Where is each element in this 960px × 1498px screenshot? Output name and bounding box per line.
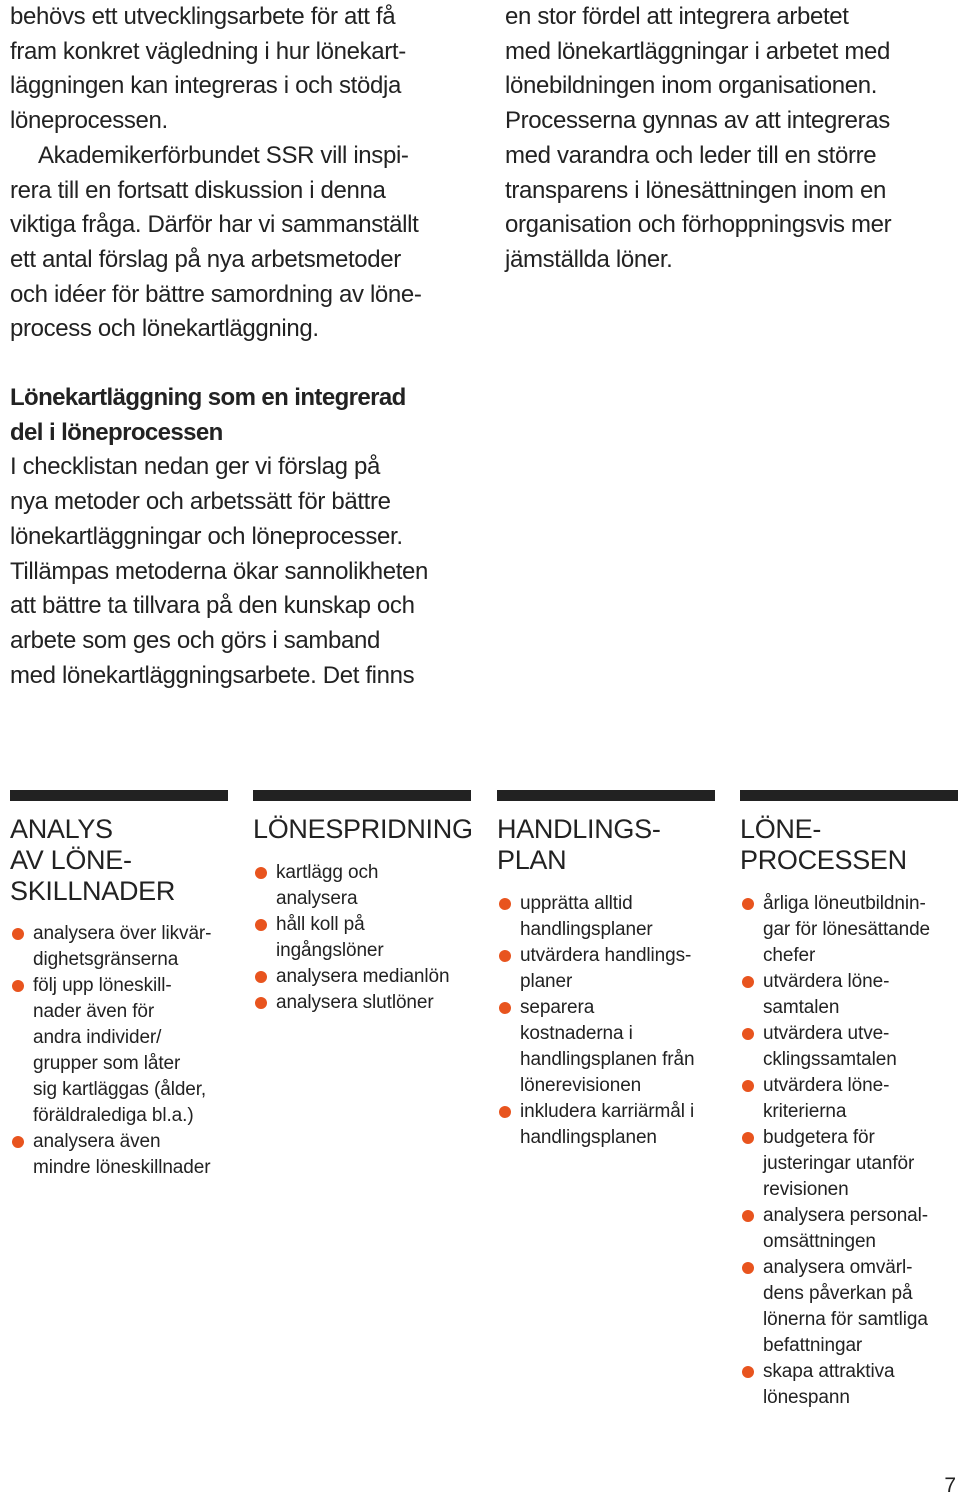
text-line: organisation och förhoppningsvis mer (505, 211, 892, 239)
bullet-dot-icon (255, 997, 267, 1009)
section-heading: del i löneprocessen (10, 418, 223, 446)
bullet-dot-icon (499, 1106, 511, 1118)
bullet-dot-icon (742, 1028, 754, 1040)
list-item: utvärdera löne- samtalen (740, 969, 960, 1021)
list-item: analysera slutlöner (253, 990, 478, 1016)
list-item: budgetera för justeringar utanför revisionen (740, 1125, 960, 1203)
text-line: läggningen kan integreras i och stödja (10, 72, 401, 100)
text-line: process och lönekartläggning. (10, 315, 319, 343)
text-line: med lönekartläggningar i arbetet med (505, 37, 890, 65)
list-item: analysera personal- omsättningen (740, 1203, 960, 1255)
list-item: utvärdera handlings- planer (497, 943, 722, 995)
bullet-dot-icon (499, 1002, 511, 1014)
list-item: inkludera karriärmål i handlingsplanen (497, 1099, 722, 1151)
text-line: med varandra och leder till en större (505, 141, 877, 169)
list-item: skapa attraktiva lönespann (740, 1359, 960, 1411)
list-item: följ upp löneskill- nader även för andra individer/ grupper som låter sig kartläggas (ålder, föräldralediga bl.a.) (10, 973, 235, 1129)
bullet-dot-icon (742, 898, 754, 910)
bullet-dot-icon (255, 919, 267, 931)
text-line: I checklistan nedan ger vi förslag på (10, 453, 380, 481)
bullet-dot-icon (742, 976, 754, 988)
checklist-items (10, 921, 235, 1181)
column-title: HANDLINGS- PLAN (497, 814, 661, 875)
text-line: behövs ett utvecklingsarbete för att få (10, 3, 396, 30)
list-item: utvärdera utve- cklingssamtalen (740, 1021, 960, 1073)
text-line: rera till en fortsatt diskussion i denna (10, 176, 386, 204)
text-line: viktiga fråga. Därför har vi sammanställt (10, 211, 419, 239)
text-line: lönekartläggningar och löneprocesser. (10, 522, 403, 550)
list-item: analysera över likvär- dighetsgränserna (10, 921, 235, 973)
text-line: Tillämpas metoderna ökar sannolikheten (10, 557, 429, 585)
bullet-dot-icon (255, 971, 267, 983)
column-rule (253, 790, 471, 801)
section-heading: Lönekartläggning som en integrerad (10, 384, 406, 411)
checklist-items (740, 891, 960, 1411)
bullet-dot-icon (742, 1262, 754, 1274)
text-line: fram konkret vägledning i hur lönekart- (10, 37, 406, 65)
list-item: analysera omvärl- dens påverkan på lönerna för samtliga befattningar (740, 1255, 960, 1359)
text-line: arbete som ges och görs i samband (10, 626, 380, 654)
list-item: årliga löneutbildnin- gar för lönesättande chefer (740, 891, 960, 969)
checklist-items (253, 860, 478, 1016)
bullet-dot-icon (742, 1210, 754, 1222)
bullet-dot-icon (742, 1080, 754, 1092)
column-title: LÖNE- PROCESSEN (740, 814, 907, 875)
page-number: 7 (944, 1474, 956, 1497)
list-item: kartlägg och analysera (253, 860, 478, 912)
bullet-dot-icon (12, 1136, 24, 1148)
text-line: Akademikerförbundet SSR vill inspi- (38, 141, 409, 169)
bullet-dot-icon (742, 1132, 754, 1144)
checklist-items (497, 891, 722, 1151)
text-line: och idéer för bättre samordning av löne- (10, 280, 422, 308)
column-rule (10, 790, 228, 801)
column-rule (497, 790, 715, 801)
text-line: med lönekartläggningsarbete. Det finns (10, 661, 415, 689)
list-item: analysera även mindre löneskillnader (10, 1129, 235, 1181)
text-line: Processerna gynnas av att integreras (505, 107, 890, 135)
bullet-dot-icon (255, 867, 267, 879)
list-item: separera kostnaderna i handlingsplanen från lönerevisionen (497, 995, 722, 1099)
bullet-dot-icon (742, 1366, 754, 1378)
bullet-dot-icon (499, 950, 511, 962)
list-item: håll koll på ingångslöner (253, 912, 478, 964)
list-item: utvärdera löne- kriterierna (740, 1073, 960, 1125)
text-line: lönebildningen inom organisationen. (505, 72, 878, 100)
bullet-dot-icon (12, 928, 24, 940)
column-title: ANALYS AV LÖNE- SKILLNADER (10, 814, 176, 906)
list-item: upprätta alltid handlingsplaner (497, 891, 722, 943)
list-item: analysera medianlön (253, 964, 478, 990)
text-line: ett antal förslag på nya arbetsmetoder (10, 245, 401, 273)
bullet-dot-icon (499, 898, 511, 910)
text-line: att bättre ta tillvara på den kunskap och (10, 592, 415, 620)
text-line: en stor fördel att integrera arbetet (505, 3, 849, 30)
bullet-dot-icon (12, 980, 24, 992)
text-line: nya metoder och arbetssätt för bättre (10, 488, 391, 516)
text-line: transparens i lönesättningen inom en (505, 176, 886, 204)
column-rule (740, 790, 958, 801)
column-title: LÖNESPRIDNING (253, 814, 473, 844)
text-line: jämställda löner. (505, 245, 673, 273)
text-line: löneprocessen. (10, 107, 168, 135)
